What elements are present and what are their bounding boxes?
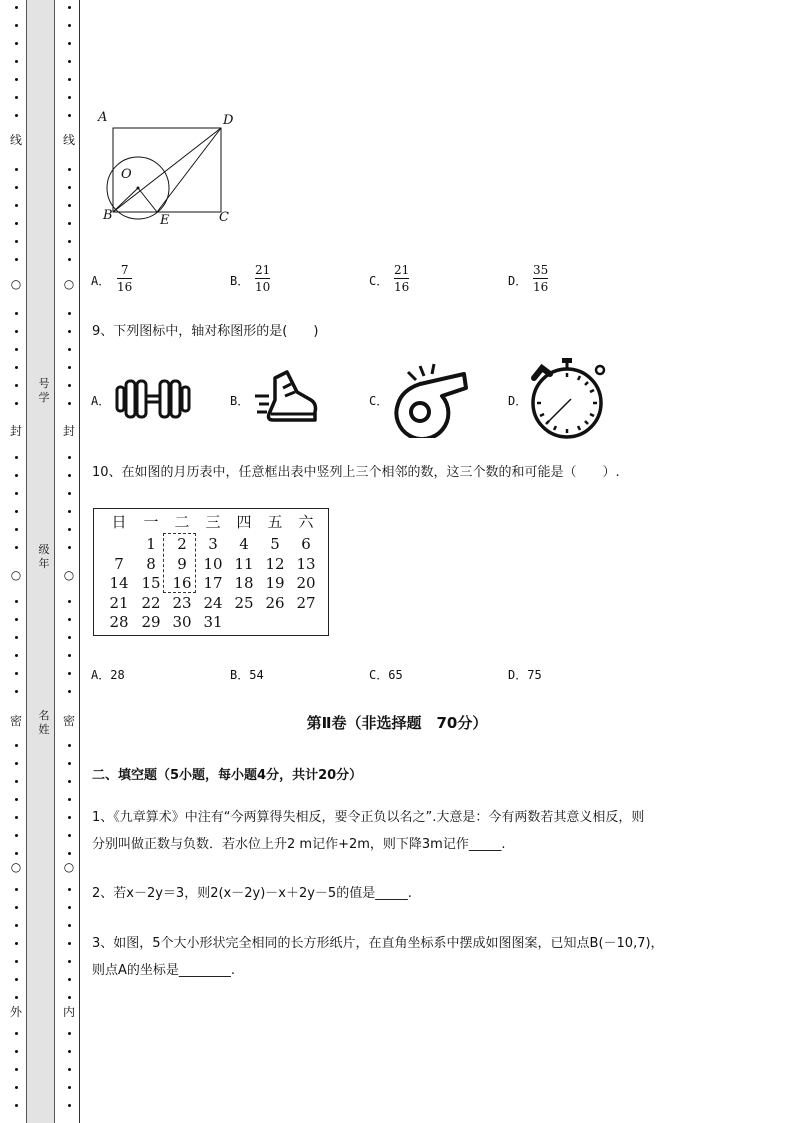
calendar-day: 5 <box>270 535 280 553</box>
margin-dot <box>15 384 18 387</box>
margin-inner-label: 线 <box>62 133 75 147</box>
margin-dot <box>68 384 71 387</box>
margin-dot <box>68 510 71 513</box>
q8-option-c-fraction[interactable] <box>394 263 409 294</box>
margin-dot <box>68 618 71 621</box>
margin-dot <box>68 852 71 855</box>
point-label-e: E <box>160 213 170 228</box>
margin-dot <box>68 258 71 261</box>
margin-dot <box>68 42 71 45</box>
point-label-o: O <box>121 167 132 182</box>
margin-dot <box>68 906 71 909</box>
calendar-day: 24 <box>203 593 223 612</box>
margin-dot <box>15 672 18 675</box>
margin-dot <box>15 888 18 891</box>
part-two-title: 第Ⅱ卷（非选择题 70分） <box>306 714 488 732</box>
margin-dot <box>15 6 18 9</box>
margin-dot <box>15 222 18 225</box>
selection-frame <box>163 533 196 593</box>
margin-outer-label: ○ <box>10 277 22 291</box>
margin-dot <box>68 402 71 405</box>
calendar-day: 18 <box>234 574 254 592</box>
calendar-day: 27 <box>296 593 316 612</box>
q8-option-a-letter[interactable]: A． <box>91 274 111 288</box>
margin-dot <box>15 852 18 855</box>
margin-dot <box>15 816 18 819</box>
calendar-day: 30 <box>172 613 192 631</box>
margin-dot <box>68 996 71 999</box>
class-label: 级年 <box>38 543 50 570</box>
margin-dot <box>68 456 71 459</box>
margin-dot <box>68 78 71 81</box>
calendar-header: 三 <box>205 513 221 531</box>
calendar-day: 9 <box>177 554 187 573</box>
margin-dot <box>68 762 71 765</box>
calendar-header: 四 <box>236 513 252 531</box>
fill-q3-line2: 则点A的坐标是________. <box>92 963 236 978</box>
fill-section-heading: 二、填空题（5小题，每小题4分，共计20分） <box>92 768 363 783</box>
margin-outer-label: ○ <box>10 568 22 582</box>
margin-dot <box>68 330 71 333</box>
running-shoe-icon[interactable] <box>253 370 321 428</box>
margin-dot <box>15 960 18 963</box>
margin-dot <box>68 888 71 891</box>
margin-dot <box>15 834 18 837</box>
calendar-header: 六 <box>298 513 314 531</box>
calendar-day: 25 <box>234 593 254 612</box>
margin-dot <box>68 780 71 783</box>
margin-dot <box>15 492 18 495</box>
margin-dot <box>68 960 71 963</box>
q8-option-b-letter[interactable]: B． <box>230 274 250 288</box>
calendar-day: 29 <box>141 613 161 631</box>
calendar-day: 31 <box>203 613 223 631</box>
margin-dot <box>68 636 71 639</box>
point-label-b: B <box>103 208 113 223</box>
margin-dot <box>15 114 18 117</box>
margin-dot <box>68 186 71 189</box>
margin-dot <box>15 924 18 927</box>
margin-dot <box>15 240 18 243</box>
margin-dot <box>15 1104 18 1107</box>
margin-dot <box>15 1032 18 1035</box>
fill-q3-line1: 3、如图，5个大小形状完全相同的长方形纸片，在直角坐标系中摆成如图图案，已知点B(－10,7)， <box>92 936 664 951</box>
q10-option-a[interactable]: A．28 <box>91 668 125 682</box>
margin-dot <box>15 1050 18 1053</box>
q10-text: 10、在如图的月历表中，任意框出表中竖列上三个相邻的数，这三个数的和可能是（ ）. <box>92 465 620 480</box>
margin-dot <box>15 456 18 459</box>
calendar-day: 23 <box>172 593 192 612</box>
calendar-day: 15 <box>141 574 161 592</box>
point-label-c: C <box>219 210 229 225</box>
margin-dot <box>68 96 71 99</box>
margin-dot <box>68 528 71 531</box>
margin-dot <box>15 546 18 549</box>
margin-inner-label: ○ <box>63 860 75 874</box>
q8-option-c-letter[interactable]: C． <box>369 274 389 288</box>
numerator: 35 <box>533 263 549 277</box>
margin-inner-label: 封 <box>62 424 75 438</box>
margin-dot <box>15 798 18 801</box>
margin-dot <box>15 600 18 603</box>
q9-option-b-letter[interactable]: B． <box>230 394 250 408</box>
calendar-day: 14 <box>109 574 129 592</box>
margin-inner-label: 内 <box>62 1005 75 1019</box>
margin-dot <box>68 1104 71 1107</box>
margin-dot <box>15 1068 18 1071</box>
margin-dot <box>15 348 18 351</box>
q9-text: 9、下列图标中，轴对称图形的是( ) <box>92 324 319 339</box>
margin-dot <box>15 24 18 27</box>
margin-dot <box>15 312 18 315</box>
margin-dot <box>68 654 71 657</box>
margin-dot <box>68 1086 71 1089</box>
calendar-day: 4 <box>239 535 249 553</box>
fill-q1-line1: 1、《九章算术》中注有“今两算得失相反，要令正负以名之”.大意是：今有两数若其意义相反，则 <box>92 810 645 825</box>
calendar-header: 五 <box>267 513 283 531</box>
margin-dot <box>68 366 71 369</box>
q8-option-a-fraction[interactable] <box>117 263 132 294</box>
margin-outer-label: 线 <box>9 133 22 147</box>
margin-dot <box>68 222 71 225</box>
margin-inner-label: 密 <box>62 714 75 728</box>
numerator: 21 <box>394 263 410 277</box>
calendar-day: 2 <box>177 535 187 553</box>
margin-outer-label: 外 <box>9 1005 22 1019</box>
margin-dot <box>68 168 71 171</box>
margin-dot <box>68 690 71 693</box>
q8-option-b-fraction[interactable] <box>255 263 270 294</box>
calendar-day: 17 <box>203 574 223 592</box>
name-label: 名姓 <box>38 709 50 736</box>
margin-dot <box>15 366 18 369</box>
margin-dot <box>15 690 18 693</box>
calendar-day: 21 <box>109 593 129 612</box>
margin-dot <box>68 60 71 63</box>
margin-dot <box>15 474 18 477</box>
margin-dot <box>68 6 71 9</box>
margin-dot <box>15 168 18 171</box>
point-label-d: D <box>223 113 234 128</box>
binding-line <box>79 0 80 1123</box>
margin-dot <box>68 474 71 477</box>
q9-option-d-letter[interactable]: D． <box>508 394 528 408</box>
denominator: 16 <box>117 280 133 294</box>
margin-dot <box>15 744 18 747</box>
margin-dot <box>15 258 18 261</box>
margin-dot <box>15 42 18 45</box>
calendar-day: 12 <box>265 554 285 573</box>
student-id-label: 号学 <box>38 377 50 404</box>
calendar-table <box>93 508 329 636</box>
calendar-day: 16 <box>172 574 192 592</box>
margin-dot <box>15 528 18 531</box>
margin-outer-label: ○ <box>10 860 22 874</box>
margin-inner-label: ○ <box>63 568 75 582</box>
calendar-day: 6 <box>301 535 311 553</box>
margin-dot <box>68 834 71 837</box>
margin-dot <box>15 1086 18 1089</box>
numerator: 7 <box>120 263 129 277</box>
calendar-day: 1 <box>146 535 156 553</box>
calendar-day: 28 <box>109 613 129 631</box>
margin-dot <box>68 672 71 675</box>
margin-outer-label: 密 <box>9 714 22 728</box>
margin-dot <box>68 798 71 801</box>
denominator: 16 <box>394 280 410 294</box>
margin-dot <box>15 654 18 657</box>
margin-dot <box>15 636 18 639</box>
margin-outer-label: 封 <box>9 424 22 438</box>
margin-dot <box>15 78 18 81</box>
margin-dot <box>15 60 18 63</box>
whistle-icon[interactable] <box>390 362 474 438</box>
margin-inner-label: ○ <box>63 277 75 291</box>
calendar-day: 26 <box>265 593 285 612</box>
margin-dot <box>68 924 71 927</box>
calendar-day: 11 <box>234 554 254 573</box>
calendar-day: 13 <box>296 554 316 573</box>
margin-dot <box>68 24 71 27</box>
calendar-day: 20 <box>296 574 316 592</box>
stopwatch-icon[interactable] <box>528 356 610 440</box>
calendar-day: 22 <box>141 593 161 612</box>
calendar-day: 3 <box>208 535 218 553</box>
margin-dot <box>68 744 71 747</box>
margin-dot <box>68 1032 71 1035</box>
margin-dot <box>15 402 18 405</box>
margin-dot <box>15 780 18 783</box>
point-label-a: A <box>98 110 108 125</box>
margin-dot <box>68 114 71 117</box>
margin-dot <box>15 510 18 513</box>
calendar-day: 7 <box>114 554 124 573</box>
margin-dot <box>68 546 71 549</box>
margin-dot <box>15 204 18 207</box>
numerator: 21 <box>255 263 271 277</box>
margin-dot <box>68 816 71 819</box>
calendar-day: 10 <box>203 554 223 573</box>
margin-dot <box>68 240 71 243</box>
q8-option-d-letter[interactable]: D． <box>508 274 528 288</box>
fill-q1-line2: 分别叫做正数与负数．若水位上升2 m记作+2m，则下降3m记作_____. <box>92 837 506 852</box>
margin-dot <box>68 204 71 207</box>
q9-option-a-letter[interactable]: A． <box>91 394 111 408</box>
margin-dot <box>68 348 71 351</box>
margin-dot <box>15 906 18 909</box>
dumbbell-icon[interactable] <box>115 377 191 421</box>
calendar-header: 日 <box>111 513 127 531</box>
margin-dot <box>15 996 18 999</box>
calendar-header: 二 <box>174 513 190 531</box>
denominator: 10 <box>255 280 271 294</box>
q10-option-d[interactable]: D．75 <box>508 668 542 682</box>
margin-dot <box>68 312 71 315</box>
margin-dot <box>15 618 18 621</box>
margin-dot <box>15 942 18 945</box>
margin-dot <box>68 492 71 495</box>
margin-dot <box>68 942 71 945</box>
margin-dot <box>15 330 18 333</box>
margin-dot <box>68 600 71 603</box>
margin-dot <box>68 1050 71 1053</box>
margin-dot <box>15 186 18 189</box>
calendar-day: 8 <box>146 554 156 573</box>
margin-dot <box>15 978 18 981</box>
margin-dot <box>15 96 18 99</box>
margin-dot <box>68 1068 71 1071</box>
margin-dot <box>15 762 18 765</box>
fill-q2: 2、若x－2y＝3，则2(x－2y)－x＋2y－5的值是_____. <box>92 886 412 901</box>
calendar-header: 一 <box>143 513 159 531</box>
q10-option-c[interactable]: C．65 <box>369 668 403 682</box>
q10-option-b[interactable]: B．54 <box>230 668 264 682</box>
q9-option-c-letter[interactable]: C． <box>369 394 389 408</box>
denominator: 16 <box>533 280 549 294</box>
q8-option-d-fraction[interactable] <box>533 263 548 294</box>
calendar-day: 19 <box>265 574 285 592</box>
margin-dot <box>68 978 71 981</box>
